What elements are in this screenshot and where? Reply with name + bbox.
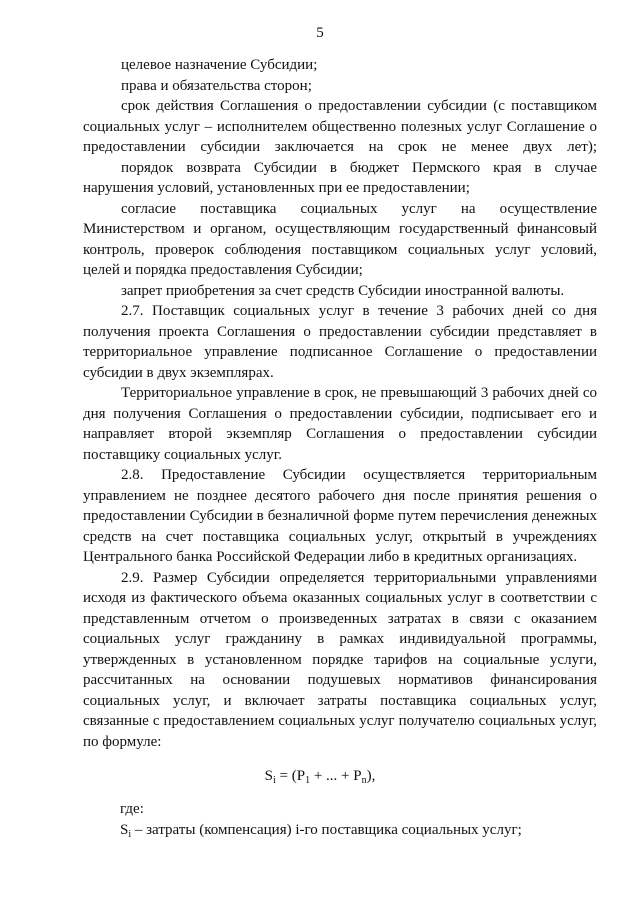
paragraph-2-8: 2.8. Предоставление Субсидии осуществляется территориальным управлением не позднее десятого рабочего дня после принятия решения о предоставлении Субсидии в безналичной форме путем перечисления денежных средств на счет поставщика социальных услуг, открытый в учреждениях Центрального банка Российской Федерации либо в кредитных организациях. — [83, 467, 597, 565]
paragraph-territorial: Территориальное управление в срок, не превышающий 3 рабочих дней со дня получения Соглашения о предоставлении субсидии, подписывает его и направляет второй экземпляр Соглашения о предоставлении субсидии поставщику социальных услуг. — [83, 385, 597, 463]
paragraph-consent: согласие поставщика социальных услуг на осуществление Министерством и органом, осуществляющим государственный финансовый контроль, проверок соблюдения поставщиком социальных услуг условий, целей и порядка предоставления Субсидии; — [83, 200, 597, 278]
definition-symbol: S — [120, 822, 129, 838]
definition-text: – затраты (компенсация) i-го поставщика социальных услуг; — [131, 822, 522, 838]
formula-close: ), — [366, 768, 376, 784]
definition-si — [120, 820, 522, 840]
definition-symbol-subscript: i — [128, 829, 132, 840]
paragraph-currency-ban: запрет приобретения за счет средств Субсидии иностранной валюты. — [121, 282, 565, 299]
formula-eq-open: = (P — [275, 768, 306, 784]
page-number: 5 — [316, 25, 324, 41]
formula-lhs: S — [264, 768, 273, 784]
where-label: где: — [120, 801, 144, 817]
formula-middle: + ... + P — [310, 768, 362, 784]
paragraph-rights: права и обязательства сторон; — [121, 77, 312, 94]
paragraph-term: срок действия Соглашения о предоставлении субсидии (с поставщиком социальных услуг – исполнителем общественно полезных услуг Соглашение о предоставлении субсидии заключается на срок не менее двух лет); — [83, 98, 597, 155]
document-body — [83, 55, 597, 752]
paragraph-purpose: целевое назначение Субсидии; — [121, 57, 318, 73]
subsidy-formula — [0, 766, 640, 786]
paragraph-2-9: 2.9. Размер Субсидии определяется территориальными управлениями исходя из фактического объема оказанных социальных услуг в соответствии с представленным отчетом о произведенных затратах в связи с оказанием социальных услуг гражданину в рамках индивидуальной программы, утвержденных в установленном порядке тарифов на социальные услуги, рассчитанных на основании подушевых нормативов финансирования социальных услуг, и включает затраты поставщика социальных услуг, связанные с предоставлением социальных услуг получателю социальных услуг, по формуле: — [83, 569, 597, 750]
formula-lhs-subscript: i — [273, 775, 276, 786]
formula-pn-subscript: n — [361, 775, 367, 786]
paragraph-return: порядок возврата Субсидии в бюджет Пермского края в случае нарушения условий, установленных при ее предоставлении; — [83, 159, 597, 196]
formula-p1-subscript: 1 — [305, 775, 311, 786]
paragraph-2-7: 2.7. Поставщик социальных услуг в течение 3 рабочих дней со дня получения проекта Соглашения о предоставлении субсидии представляет в территориальное управление подписанное Соглашение о предоставлении субсидии в двух экземплярах. — [83, 303, 597, 381]
